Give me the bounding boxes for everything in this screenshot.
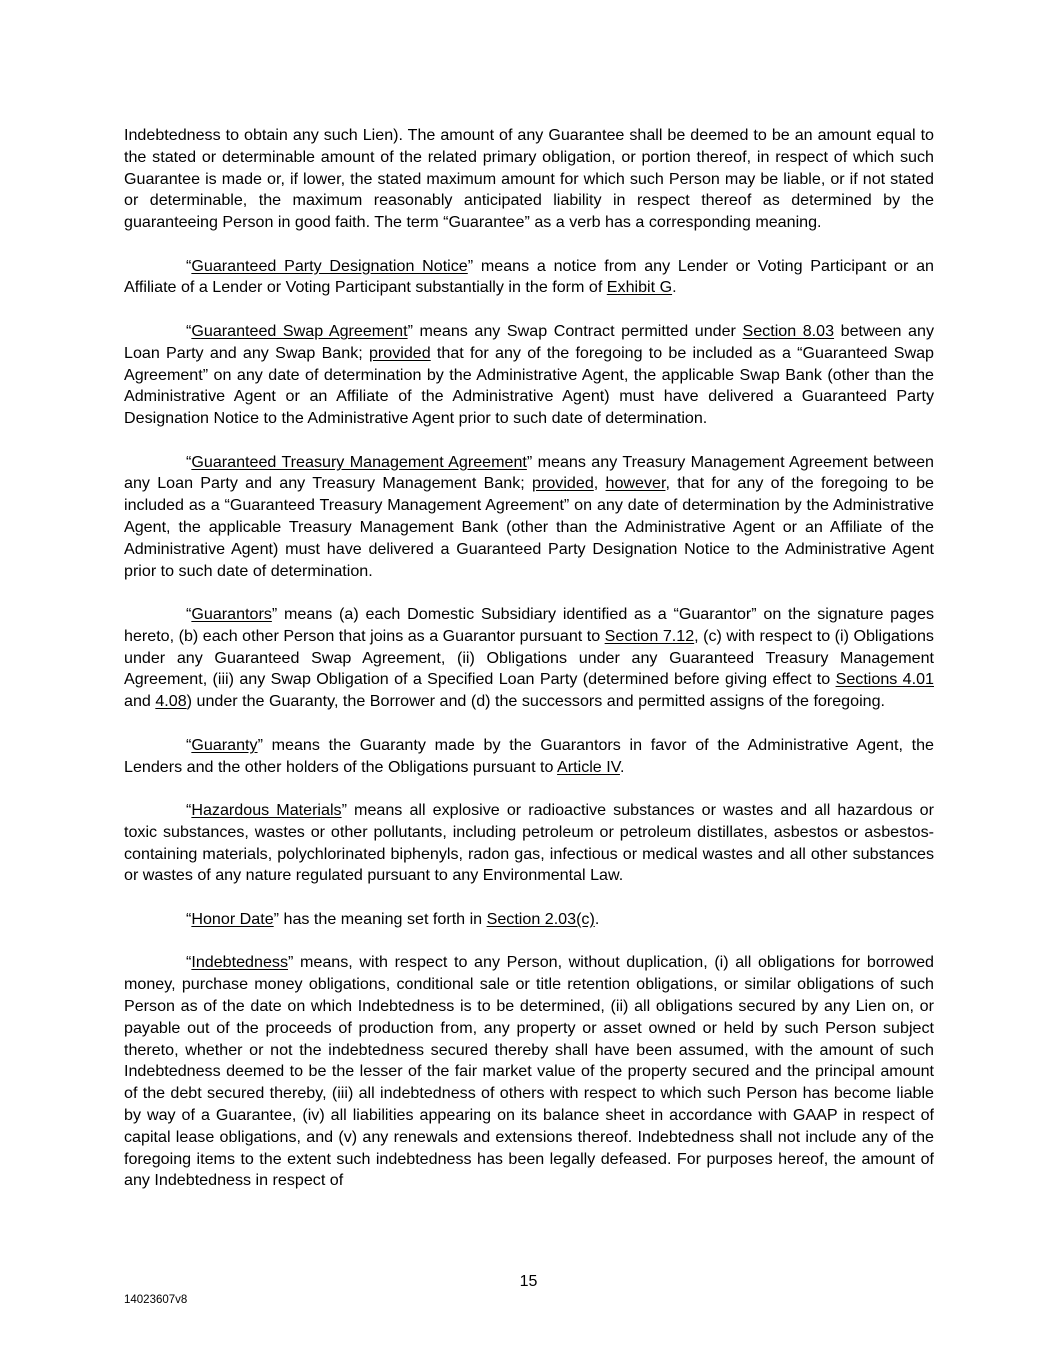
paragraph-hazardous-materials [124, 800, 934, 887]
text-run: “ [186, 321, 192, 340]
text-run: Indebtedness to obtain any such Lien). The amount of any Guarantee shall be deemed to be an amount equal to the stated or determinable amount of the related primary obligation, or portion thereof, in respect of which such Guarantee is made or, if lower, the stated maximum amount for which such Person may be liable, or if not stated or determinable, the maximum reasonably anticipated liability in respect thereof as determined by the guaranteeing Person in good faith. The term “Guarantee” as a verb has a corresponding meaning. [124, 126, 934, 232]
text-run: , that for any of the foregoing to be included as a “Guaranteed Treasury Management Agreement” on any date of determination by the Administrative Agent, the applicable Treasury Management Bank (other than the Administrative Agent or an Affiliate of the Administrative Agent) must have delivered a Guaranteed Party Designation Notice to the Administrative Agent prior to such date of determination. [124, 474, 934, 580]
text-run: and [124, 692, 156, 711]
text-run: ” means any Swap Contract permitted under [407, 321, 743, 340]
paragraph-guaranteed-treasury-management-agreement [124, 452, 934, 583]
text-run: ” means all explosive or radioactive substances or wastes and all hazardous or toxic substances, wastes or other pollutants, including petroleum or petroleum distillates, asbestos or asbestos-containing materials, polychlorinated biphenyls, radon gas, infectious or medical wastes and all other substances or wastes of any nature regulated pursuant to any Environmental Law. [124, 801, 934, 885]
text-run: ” means a notice from any Lender or Voting Participant or an Affiliate of a Lender or Voting Participant substantially in the form of [124, 256, 935, 297]
text-run: “ [186, 801, 192, 820]
text-run: “ [186, 256, 192, 275]
text-run: , [593, 474, 606, 493]
defined-term-reference: Exhibit G [606, 278, 673, 297]
text-run: ” means any Treasury Management Agreement between any Loan Party and any Treasury Management Bank; [124, 452, 934, 493]
defined-term-reference: Guarantors [191, 605, 272, 624]
defined-term-reference: Guaranty [191, 735, 258, 754]
defined-term-reference: 4.08 [155, 692, 187, 711]
defined-term-reference: Guaranteed Treasury Management Agreement [191, 452, 527, 471]
text-run: . [672, 278, 677, 297]
text-run: . [594, 909, 600, 928]
text-run: , (c) with respect to (i) Obligations under any Guaranteed Swap Agreement, (ii) Obligations under any Guaranteed Treasury Management Agreement, (iii) any Swap Obligation of a Specified Loan Party (determined before giving effect to [124, 626, 934, 689]
text-run: ” means (a) each Domestic Subsidiary identified as a “Guarantor” on the signature pages hereto, (b) each other Person that joins as a Guarantor pursuant to [124, 605, 934, 645]
paragraph-guaranteed-swap-agreement [124, 321, 934, 430]
text-run: . [619, 757, 625, 776]
defined-term-reference: Article IV [557, 757, 620, 776]
defined-term-reference: however [605, 474, 666, 493]
paragraph-guaranteed-party-designation-notice [124, 256, 934, 300]
paragraph-honor-date [124, 909, 934, 931]
text-run: ” means, with respect to any Person, without duplication, (i) all obligations for borrowed money, purchase money obligations, conditional sale or title retention obligations, or similar obligations of such Person as of the date on which Indebtedness is to be determined, (ii) all obligations secured by any Lien on, or payable out of the proceeds of production from, any property or asset owned or held by such Person subject thereto, whether or not the indebtedness secured thereby shall have been assumed, with the amount of such Indebtedness deemed to be the lesser of the fair market value of the property secured and the principal amount of the debt secured thereby, (iii) all indebtedness of others with respect to which such Person has become liable by way of a Guarantee, (iv) all liabilities appearing on its balance sheet in accordance with GAAP in respect of capital lease obligations, and (v) any renewals and extensions thereof. Indebtedness shall not include any of the foregoing items to the extent such indebtedness has been legally defeased. For purposes hereof, the amount of any Indebtedness in respect of [124, 953, 934, 1190]
text-run: “ [186, 452, 192, 471]
defined-term-reference: Section 8.03 [742, 321, 835, 340]
text-run: that for any of the foregoing to be included as a “Guaranteed Swap Agreement” on any date of determination by the Administrative Agent, the applicable Swap Bank (other than the Administrative Agent or an Affiliate of the Administrative Agent) must have delivered a Guaranteed Party Designation Notice to the Administrative Agent prior to such date of determination. [124, 343, 934, 428]
defined-term-reference: Guaranteed Party Designation Notice [191, 256, 468, 275]
text-run: “ [186, 953, 192, 972]
paragraph-guaranty [124, 735, 934, 779]
text-run: ) under the Guaranty, the Borrower and (d) the successors and permitted assigns of the foregoing. [186, 692, 886, 711]
text-run: “ [186, 605, 192, 624]
text-run: “ [186, 735, 192, 754]
paragraph-guarantors [124, 604, 934, 713]
defined-term-reference: Section 7.12 [604, 626, 695, 645]
document-id: 14023607v8 [124, 1294, 188, 1306]
text-run: “ [186, 909, 192, 928]
paragraph-indebtedness [124, 952, 934, 1192]
defined-term-reference: Guaranteed Swap Agreement [191, 321, 408, 340]
text-run: between any Loan Party and any Swap Bank; [124, 321, 934, 362]
defined-term-reference: Hazardous Materials [191, 801, 342, 820]
defined-term-reference: Indebtedness [191, 953, 289, 972]
defined-term-reference: Sections 4.01 [835, 670, 934, 689]
document-body [124, 125, 934, 1214]
text-run: ” has the meaning set forth in [273, 909, 487, 928]
paragraph-guarantee-continuation [124, 125, 934, 234]
page-number: 15 [519, 1273, 538, 1290]
text-run: ” means the Guaranty made by the Guarantors in favor of the Administrative Agent, the Lenders and the other holders of the Obligations pursuant to [124, 735, 934, 776]
defined-term-reference: Honor Date [191, 909, 274, 928]
defined-term-reference: provided [532, 474, 594, 493]
defined-term-reference: provided [368, 343, 431, 362]
defined-term-reference: Section 2.03(c) [486, 909, 595, 928]
